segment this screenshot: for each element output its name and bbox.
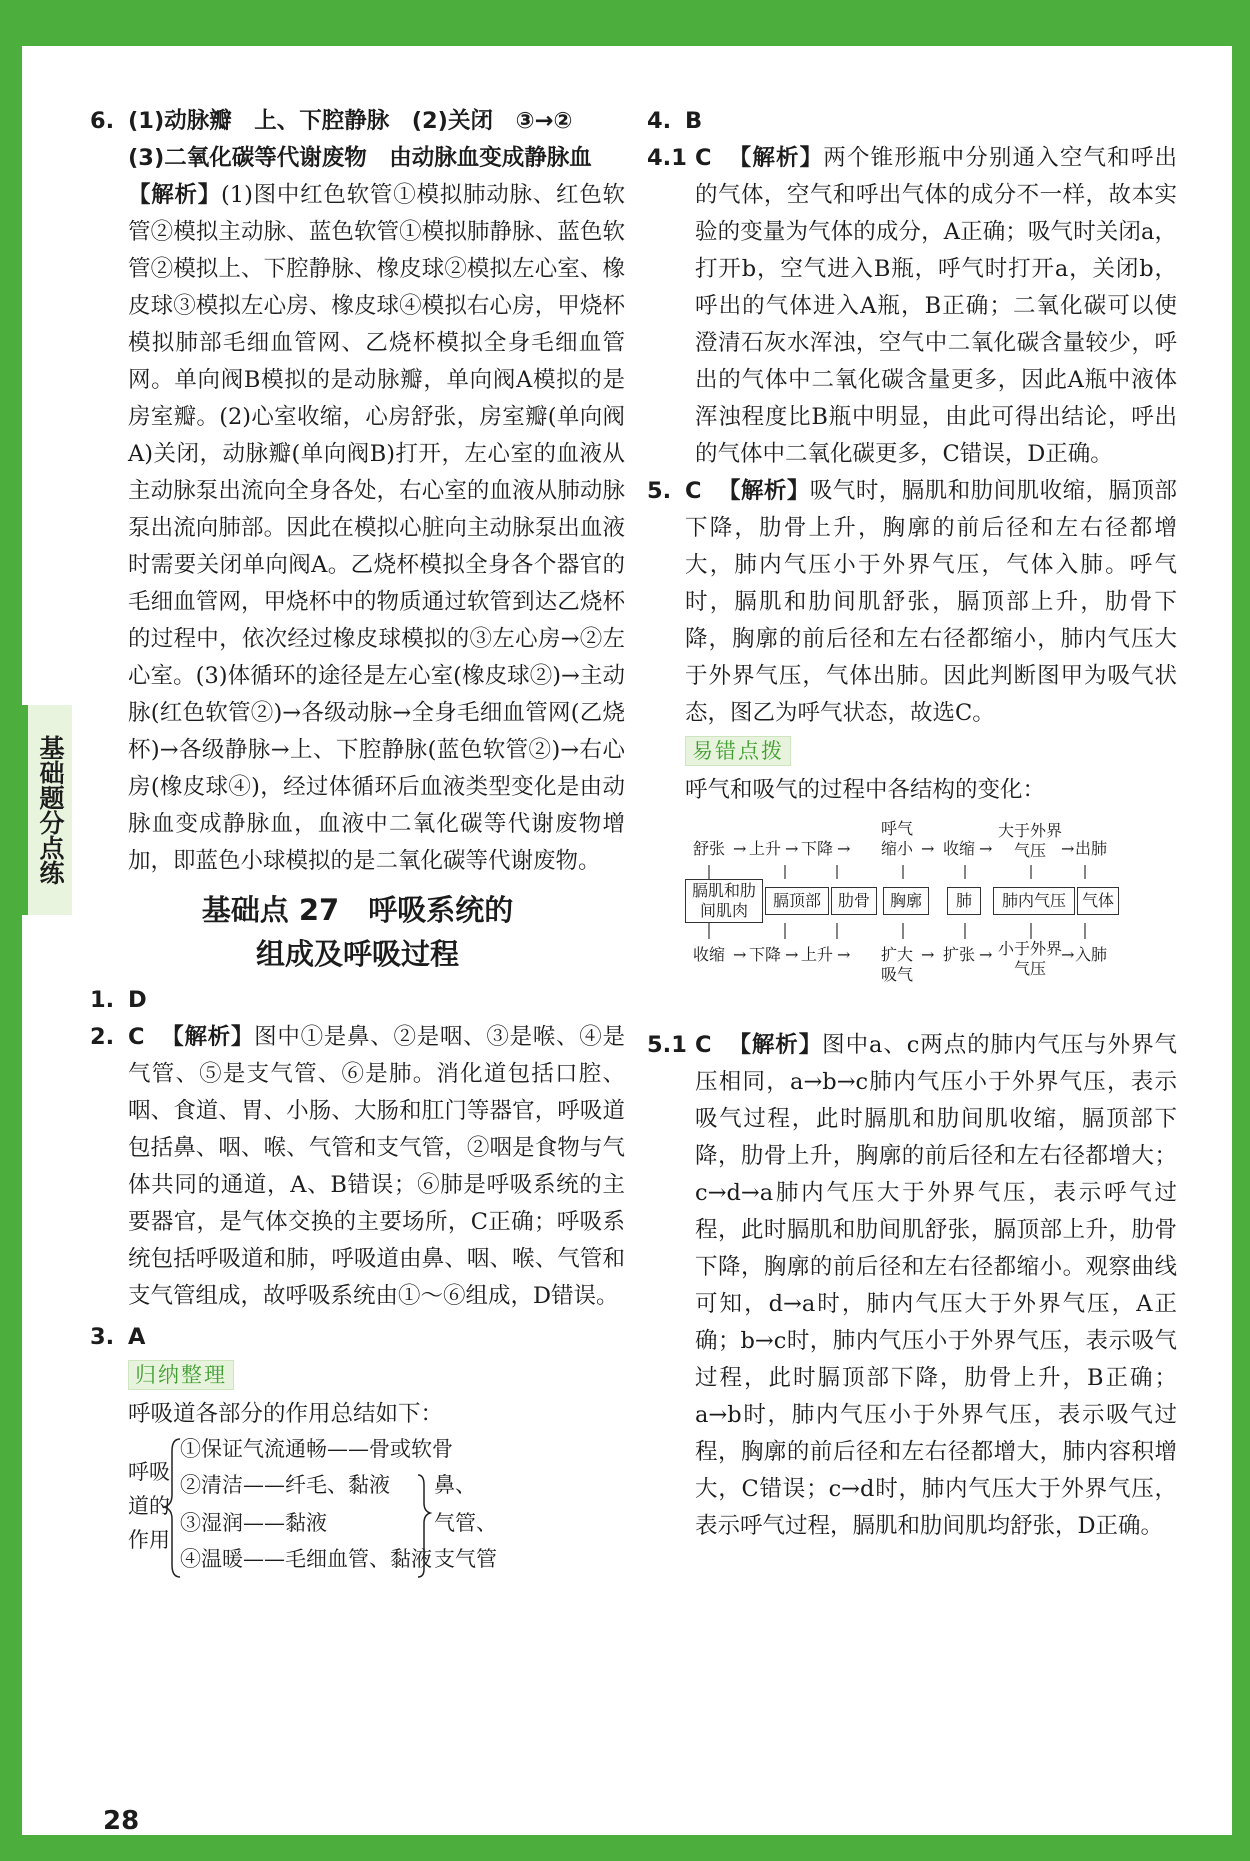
- answer: C: [685, 478, 702, 504]
- question-3: [90, 1319, 625, 1583]
- brace-label-line: 呼吸: [128, 1460, 170, 1484]
- explanation-text: 两个锥形瓶中分别通入空气和呼出的气体，空气和呼出气体的成分不一样，故本实验的变量为气体的成分，A正确；吸气时关闭a，打开b，空气进入B瓶，呼气时打开a，关闭b，呼出的气体进入A瓶，B正确；二氧化碳可以使澄清石灰水浑浊，空气中二氧化碳含量较少，呼出的气体中二氧化碳含量更多，因此A瓶中液体浑浊程度比B瓶中明显，由此可得出结论，呼出的气体中二氧化碳更多，C错误，D正确。: [695, 145, 1177, 467]
- brace-item: ①保证气流通畅——骨或软骨: [180, 1437, 453, 1461]
- arrow-icon: →: [837, 945, 851, 964]
- question-number: 4.1: [647, 145, 687, 171]
- diagram-intro: 呼气和吸气的过程中各结构的变化：: [685, 777, 1046, 803]
- brace-item: ②清洁——纤毛、黏液: [180, 1473, 390, 1497]
- diagram-top-label: 舒张: [692, 839, 725, 858]
- diagram-box: 肋骨: [831, 887, 877, 915]
- explanation-label: 【解析】: [727, 1032, 823, 1058]
- explanation-label: 【解析】: [160, 1024, 255, 1050]
- left-column: [90, 103, 625, 1583]
- question-number: 2.: [90, 1024, 115, 1050]
- question-2: [90, 1019, 625, 1315]
- arrow-icon: →: [733, 839, 747, 858]
- answer: A: [128, 1324, 146, 1350]
- section-title: [90, 888, 625, 976]
- diagram-bottom-label: 入肺: [1074, 945, 1107, 964]
- question-5-1: [647, 1027, 1177, 1545]
- diagram-box: 膈顶部: [765, 887, 829, 915]
- breathing-process-diagram: [685, 817, 1205, 1027]
- diagram-bottom-label: 小于外界气压: [997, 939, 1062, 978]
- arrow-icon: →: [921, 945, 935, 964]
- diagram-bottom-label: 扩大吸气: [880, 945, 913, 984]
- arrow-icon: →: [921, 839, 935, 858]
- diagram-box: 气体: [1077, 887, 1119, 915]
- tag-label: 易错点拨: [685, 736, 791, 766]
- summary-intro: 呼吸道各部分的作用总结如下：: [128, 1401, 444, 1427]
- section-title-line: 组成及呼吸过程: [255, 937, 459, 971]
- question-4: [647, 103, 1177, 140]
- left-border: [0, 0, 22, 1861]
- question-number: 6.: [90, 108, 115, 134]
- question-number: 5.: [647, 478, 672, 504]
- diagram-top-label: 下降: [800, 839, 833, 858]
- diagram-box: 膈肌和肋间肌肉: [685, 879, 763, 923]
- question-number: 5.1: [647, 1032, 687, 1058]
- diagram-box: 肺: [947, 887, 981, 915]
- question-1: [90, 982, 625, 1019]
- answer: C: [695, 145, 712, 171]
- diagram-top-label: 呼气缩小: [880, 819, 913, 858]
- answer: D: [128, 987, 147, 1013]
- question-number: 1.: [90, 987, 115, 1013]
- diagram-top-label: 收缩: [942, 839, 975, 858]
- respiratory-tract-brace: [128, 1433, 648, 1583]
- diagram-box: 胸廓: [883, 887, 929, 915]
- question-number: 3.: [90, 1324, 115, 1350]
- brace-item: ③湿润——黏液: [180, 1511, 327, 1535]
- bottom-border: [0, 1835, 1250, 1861]
- diagram-box: 肺内气压: [993, 887, 1075, 915]
- question-4-1: [647, 140, 1177, 473]
- page-number: 28: [103, 1806, 140, 1836]
- answer-line: (3)二氧化碳等代谢废物 由动脉血变成静脉血: [128, 145, 592, 171]
- diagram-bottom-label: 扩张: [942, 945, 975, 964]
- diagram-top-label: 上升: [748, 839, 781, 858]
- diagram-bottom-label: 收缩: [692, 945, 725, 964]
- answer: C: [695, 1032, 712, 1058]
- explanation: [128, 177, 625, 880]
- explanation-label: 【解析】: [717, 478, 810, 504]
- organ-label: 支气管: [434, 1547, 497, 1571]
- answer: B: [685, 108, 703, 134]
- section-title-line: 基础点 27 呼吸系统的: [201, 893, 514, 927]
- diagram-top-label: 大于外界气压: [997, 821, 1062, 860]
- right-column: [647, 103, 1177, 1545]
- brace-label-line: 道的: [128, 1494, 170, 1518]
- top-border: [0, 0, 1250, 46]
- arrow-icon: →: [733, 945, 747, 964]
- answer-line: (1)动脉瓣 上、下腔静脉 (2)关闭 ③→②: [128, 108, 573, 134]
- arrow-icon: →: [1061, 945, 1075, 964]
- question-number: 4.: [647, 108, 672, 134]
- question-5: [647, 473, 1177, 1027]
- organ-label: 气管、: [434, 1511, 497, 1535]
- explanation-text: 吸气时，膈肌和肋间肌收缩，膈顶部下降，肋骨上升，胸廓的前后径和左右径都增大，肺内气压小于外界气压，气体入肺。呼气时，膈肌和肋间肌舒张，膈顶部上升，肋骨下降，胸廓的前后径和左右径都缩小，肺内气压大于外界气压，气体出肺。因此判断图甲为吸气状态，图乙为呼气状态，故选C。: [685, 478, 1177, 726]
- diagram-top-label: 出肺: [1074, 839, 1107, 858]
- question-6: [90, 103, 625, 880]
- organ-label: 鼻、: [434, 1473, 476, 1497]
- arrow-icon: →: [1061, 839, 1075, 858]
- explanation-text: 图中①是鼻、②是咽、③是喉、④是气管、⑤是支气管、⑥是肺。消化道包括口腔、咽、食道、胃、小肠、大肠和肛门等器官，呼吸道包括鼻、咽、喉、气管和支气管，②咽是食物与气体共同的通道，A、B错误；⑥肺是呼吸系统的主要器官，是气体交换的主要场所，C正确；呼吸系统包括呼吸道和肺，呼吸道由鼻、咽、喉、气管和支气管组成，故呼吸系统由①～⑥组成，D错误。: [128, 1024, 625, 1309]
- brace-item: ④温暖——毛细血管、黏液: [180, 1547, 432, 1571]
- answer: C: [128, 1024, 145, 1050]
- explanation-text: 图中a、c两点的肺内气压与外界气压相同，a→b→c肺内气压小于外界气压，表示吸气过程，此时膈肌和肋间肌收缩，膈顶部下降，肋骨上升，胸廓的前后径和左右径都增大；c→d→a肺内气压大于外界气压，表示呼气过程，此时膈肌和肋间肌舒张，膈顶部上升，肋骨下降，胸廓的前后径和左右径都缩小。观察曲线可知，d→a时，肺内气压大于外界气压，A正确；b→c时，肺内气压小于外界气压，表示吸气过程，此时膈顶部下降，肋骨上升，B正确；a→b时，肺内气压小于外界气压，表示吸气过程，胸廓的前后径和左右径都增大，肺内容积增大，C错误；c→d时，肺内气压大于外界气压，表示呼气过程，膈肌和肋间肌均舒张，D正确。: [695, 1032, 1177, 1539]
- diagram-bottom-label: 上升: [800, 945, 833, 964]
- arrow-icon: →: [979, 839, 993, 858]
- side-tab: 基础题分点练: [22, 705, 72, 915]
- arrow-icon: →: [979, 945, 993, 964]
- explanation-label: 【解析】: [128, 182, 222, 208]
- arrow-icon: →: [785, 945, 799, 964]
- explanation-label: 【解析】: [727, 145, 824, 171]
- right-border: [1232, 0, 1250, 1861]
- brace-label-line: 作用: [128, 1528, 170, 1552]
- arrow-icon: →: [837, 839, 851, 858]
- tag-label: 归纳整理: [128, 1360, 234, 1390]
- arrow-icon: →: [785, 839, 799, 858]
- explanation-text: (1)图中红色软管①模拟肺动脉、红色软管②模拟主动脉、蓝色软管①模拟肺静脉、蓝色软管②模拟上、下腔静脉、橡皮球②模拟左心室、橡皮球③模拟左心房、橡皮球④模拟右心房，甲烧杯模拟肺部毛细血管网、乙烧杯模拟全身毛细血管网。单向阀B模拟的是动脉瓣，单向阀A模拟的是房室瓣。(2)心室收缩，心房舒张，房室瓣(单向阀A)关闭，动脉瓣(单向阀B)打开，左心室的血液从主动脉泵出流向全身各处，右心室的血液从肺动脉泵出流向肺部。因此在模拟心脏向主动脉泵出血液时需要关闭单向阀A。乙烧杯模拟全身各个器官的毛细血管网，甲烧杯中的物质通过软管到达乙烧杯的过程中，依次经过橡皮球模拟的③左心房→②左心室。(3)体循环的途径是左心室(橡皮球②)→主动脉(红色软管②)→各级动脉→全身毛细血管网(乙烧杯)→各级静脉→上、下腔静脉(蓝色软管②)→右心房(橡皮球④)，经过体循环后血液类型变化是由动脉血变成静脉血，血液中二氧化碳等代谢废物增加，即蓝色小球模拟的是二氧化碳等代谢废物。: [128, 182, 625, 874]
- diagram-bottom-label: 下降: [748, 945, 781, 964]
